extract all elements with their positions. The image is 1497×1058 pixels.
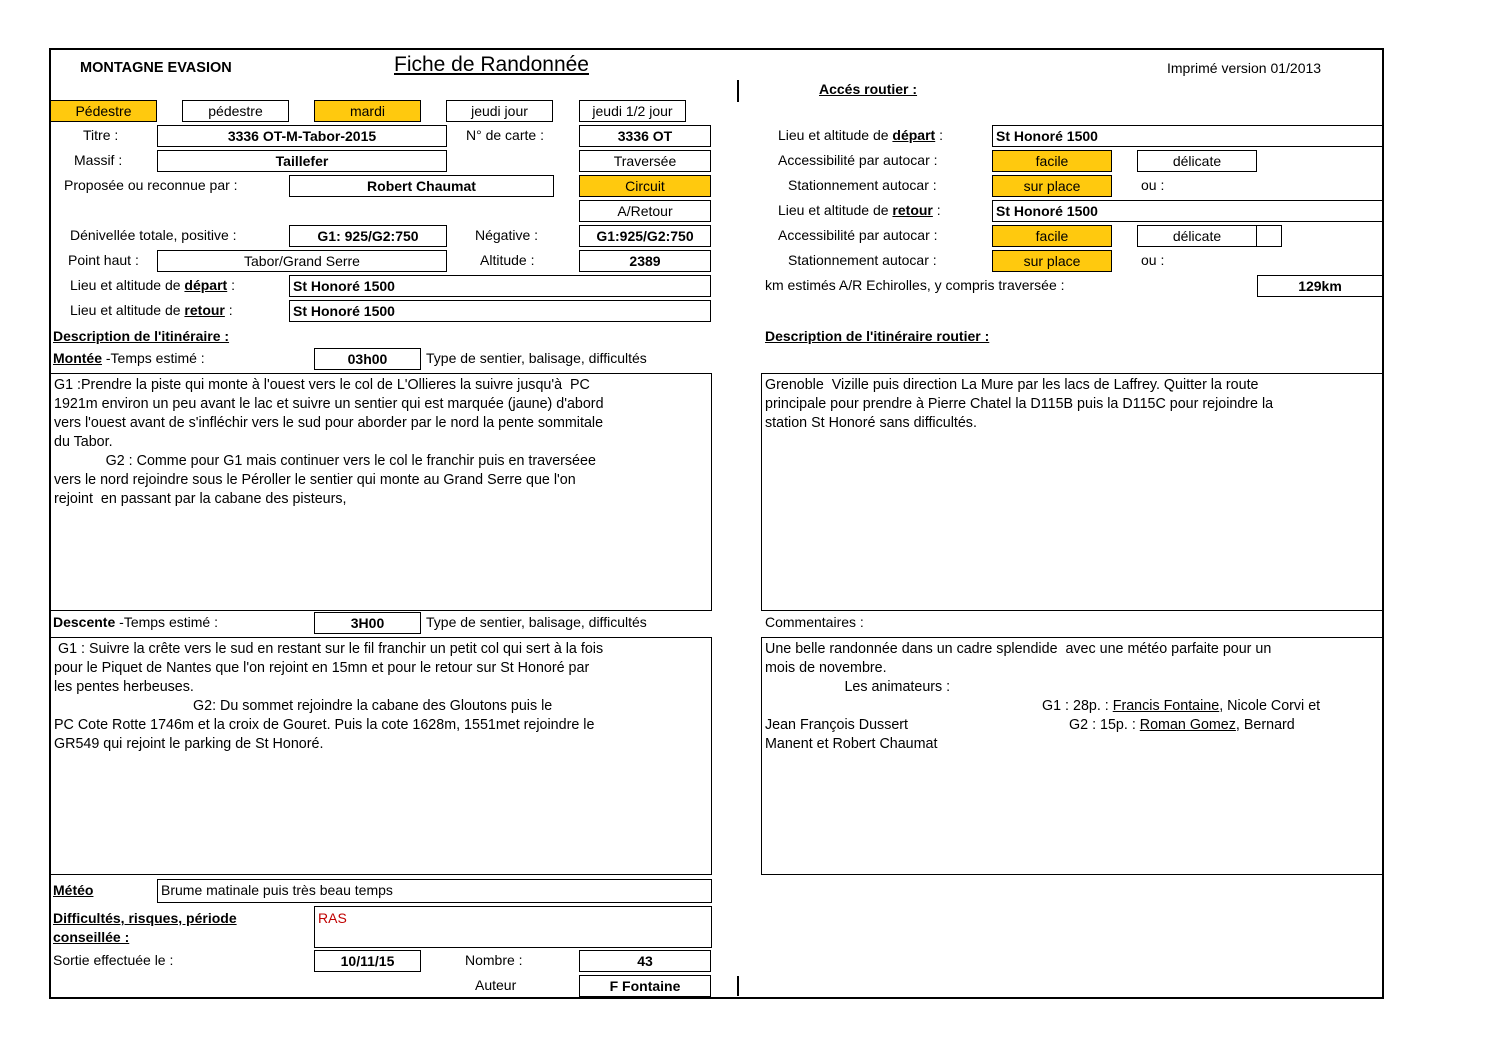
org-name: MONTAGNE EVASION [80,60,232,76]
carte-field[interactable]: 3336 OT [579,125,711,147]
montee-line: rejoint en passant par la cabane des pisteurs, [54,491,347,507]
comments-box[interactable] [761,637,1383,875]
access1-facile[interactable]: facile [992,150,1112,172]
road-desc-line: station St Honoré sans difficultés. [765,415,977,431]
station2-label: Stationnement autocar : [788,252,937,268]
sortie-label: Sortie effectuée le : [53,952,174,968]
difficulty-field[interactable]: RAS [314,906,712,948]
page-title: Fiche de Randonnée [394,53,589,76]
meteo-field[interactable]: Brume matinale puis très beau temps [157,879,712,903]
option-traversee[interactable]: Traversée [579,150,711,172]
montee-line: 1921m environ un peu avant le lac et suivre un sentier qui est marquée (jaune) d'abord [54,396,604,412]
access1-delicate[interactable]: délicate [1137,150,1257,172]
option-circuit[interactable]: Circuit [579,175,711,197]
descente-line: GR549 qui rejoint le parking de St Honoré. [54,736,324,752]
descente-line: G2: Du sommet rejoindre la cabane des Gloutons puis le [54,698,553,714]
massif-field[interactable]: Taillefer [157,150,447,172]
itinerary-title: Description de l'itinéraire : [53,328,230,344]
type-pedestre[interactable]: pédestre [182,100,289,122]
montee-time-field[interactable]: 03h00 [314,348,421,370]
titre-label: Titre : [83,127,119,143]
type-pedestre-selected[interactable]: Pédestre [50,100,157,122]
station2-ou: ou : [1141,252,1165,268]
auteur-label: Auteur [475,977,517,993]
road-access-title: Accés routier : [819,81,918,97]
deniv-neg-field[interactable]: G1:925/G2:750 [579,225,711,247]
montee-line: G2 : Comme pour G1 mais continuer vers le col le franchir puis en traverséee [54,453,596,469]
depart-label: Lieu et altitude de départ : [70,277,235,293]
road-desc-line: Grenoble Vizille puis direction La Mure par les lacs de Laffrey. Quitter la route [765,377,1259,393]
meteo-label: Météo [53,882,94,898]
station1-ou: ou : [1141,177,1165,193]
difficulty-label-1: Difficultés, risques, période [53,910,237,926]
proposee-label: Proposée ou reconnue par : [64,177,238,193]
deniv-label: Dénivellée totale, positive : [70,227,237,243]
divider-top [737,80,739,102]
comment-line: Une belle randonnée dans un cadre splendide avec une météo parfaite pour un [765,641,1272,657]
deniv-pos-field[interactable]: G1: 925/G2:750 [289,225,447,247]
road-retour-label: Lieu et altitude de retour : [778,202,941,218]
road-desc-line: principale pour prendre à Pierre Chatel la D115B puis la D115C pour rejoindre la [765,396,1274,412]
km-field[interactable]: 129km [1257,275,1383,297]
comment-g2-line: Jean François Dussert G2 : 15p. : Roman Gomez, Bernard [765,717,1295,733]
option-aretour[interactable]: A/Retour [579,200,711,222]
point-haut-field[interactable]: Tabor/Grand Serre [157,250,447,272]
montee-label: Montée -Temps estimé : [53,350,205,366]
day-jeudi-demi[interactable]: jeudi 1/2 jour [579,100,686,122]
station2-surplace[interactable]: sur place [992,250,1112,272]
nombre-label: Nombre : [465,952,523,968]
access2-facile[interactable]: facile [992,225,1112,247]
road-depart-label: Lieu et altitude de départ : [778,127,943,143]
montee-line: G1 :Prendre la piste qui monte à l'ouest vers le col de L'Ollieres la suivre jusqu'à PC [54,377,590,393]
descente-line: pour le Piquet de Nantes que l'on rejoint en 15mn et pour le retour sur St Honoré par [54,660,590,676]
road-desc-title: Description de l'itinéraire routier : [765,328,990,344]
depart-field[interactable]: St Honoré 1500 [289,275,711,297]
divider-bottom [737,976,739,996]
altitude-field[interactable]: 2389 [579,250,711,272]
descente-description[interactable] [50,637,712,875]
retour-field[interactable]: St Honoré 1500 [289,300,711,322]
negative-label: Négative : [475,227,539,243]
comment-g1-line: G1 : 28p. : Francis Fontaine, Nicole Corvi et [1042,698,1321,714]
access1-label: Accessibilité par autocar : [778,152,938,168]
station1-label: Stationnement autocar : [788,177,937,193]
descente-time-field[interactable]: 3H00 [314,612,421,634]
nombre-field[interactable]: 43 [579,950,711,972]
montee-sentier-label: Type de sentier, balisage, difficultés [426,350,647,366]
montee-line: vers le nord rejoindre sous le Péroller le sentier qui monte au Grand Serre que l'on [54,472,576,488]
retour-label: Lieu et altitude de retour : [70,302,233,318]
point-haut-label: Point haut : [68,252,139,268]
sortie-field[interactable]: 10/11/15 [314,950,421,972]
access2-label: Accessibilité par autocar : [778,227,938,243]
day-mardi[interactable]: mardi [314,100,421,122]
comment-line: Manent et Robert Chaumat [765,736,938,752]
auteur-field[interactable]: F Fontaine [579,975,711,997]
carte-label: N° de carte : [466,127,544,143]
descente-label: Descente -Temps estimé : [53,614,218,630]
comment-line: Les animateurs : [765,679,951,695]
descente-line: G1 : Suivre la crête vers le sud en restant sur le fil franchir un petit col qui sert à la fois [54,641,604,657]
comments-label: Commentaires : [765,614,864,630]
massif-label: Massif : [74,152,123,168]
proposee-field[interactable]: Robert Chaumat [289,175,554,197]
version-text: Imprimé version 01/2013 [1167,60,1322,76]
station1-surplace[interactable]: sur place [992,175,1112,197]
descente-line: les pentes herbeuses. [54,679,194,695]
descente-sentier-label: Type de sentier, balisage, difficultés [426,614,647,630]
comment-line: mois de novembre. [765,660,887,676]
access2-extra[interactable] [1256,225,1282,247]
km-label: km estimés A/R Echirolles, y compris traversée : [765,277,1065,293]
altitude-label: Altitude : [480,252,535,268]
difficulty-label-2: conseillée : [53,929,130,945]
montee-line: vers l'ouest avant de s'infléchir vers le sud pour aborder par le nord la pente sommitale [54,415,604,431]
montee-description[interactable] [50,373,712,611]
descente-line: PC Cote Rotte 1746m et la croix de Gouret. Puis la cote 1628m, 1551met rejoindre le [54,717,595,733]
road-depart-field[interactable]: St Honoré 1500 [992,125,1383,147]
montee-line: du Tabor. [54,434,113,450]
day-jeudi-jour[interactable]: jeudi jour [446,100,553,122]
titre-field[interactable]: 3336 OT-M-Tabor-2015 [157,125,447,147]
road-description[interactable] [761,373,1383,611]
road-retour-field[interactable]: St Honoré 1500 [992,200,1383,222]
access2-delicate[interactable]: délicate [1137,225,1257,247]
